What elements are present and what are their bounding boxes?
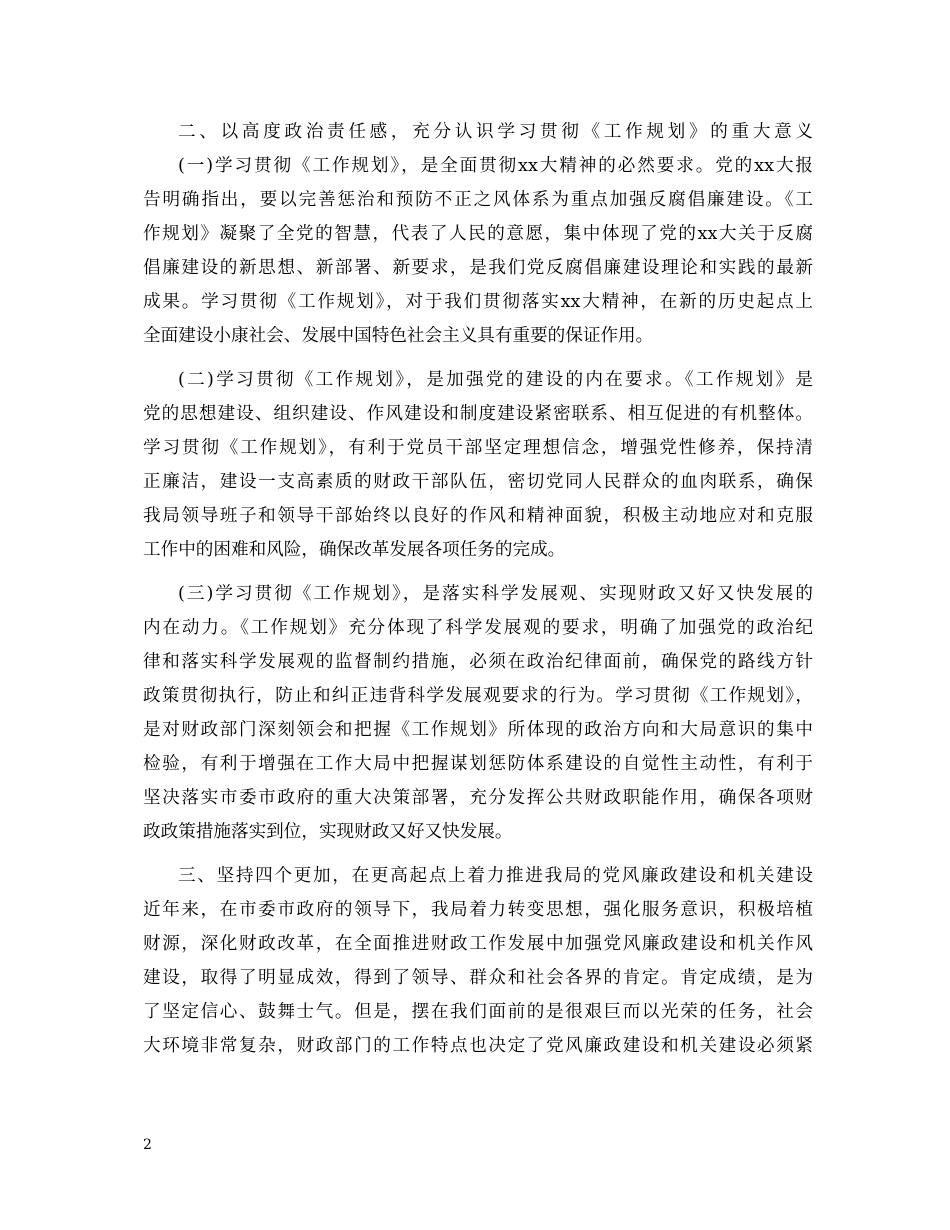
section-heading: 三、坚持四个更加，在更高起点上着力推进我局的党风廉政建设和机关建设 (178, 866, 813, 886)
paragraph-line: 财源，深化财政改革，在全面推进财政工作发展中加强党风廉政建设和机关作风 (143, 934, 813, 954)
paragraph-line: 检验，有利于增强在工作大局中把握谋划惩防体系建设的自觉性主动性，有利于 (143, 754, 813, 774)
paragraph-line: (一)学习贯彻《工作规划》，是全面贯彻xx大精神的必然要求。党的xx大报 (178, 156, 813, 176)
paragraph-line: 全面建设小康社会、发展中国特色社会主义具有重要的保证作用。 (143, 326, 654, 346)
paragraph-line: 近年来，在市委市政府的领导下，我局着力转变思想，强化服务意识，积极培植 (143, 900, 813, 920)
paragraph-line: 学习贯彻《工作规划》，有利于党员干部坚定理想信念，增强党性修养，保持清 (143, 438, 813, 458)
paragraph-line: 工作中的困难和风险，确保改革发展各项任务的完成。 (143, 540, 566, 560)
paragraph-line: (三)学习贯彻《工作规划》，是落实科学发展观、实现财政又好又快发展的 (178, 584, 813, 604)
paragraph-line: 倡廉建设的新思想、新部署、新要求，是我们党反腐倡廉建设理论和实践的最新 (143, 258, 813, 278)
paragraph-line: 作规划》凝聚了全党的智慧，代表了人民的意愿，集中体现了党的xx大关于反腐 (143, 224, 813, 244)
paragraph-line: (二)学习贯彻《工作规划》，是加强党的建设的内在要求。《工作规划》是 (178, 370, 813, 390)
paragraph-line: 正廉洁，建设一支高素质的财政干部队伍，密切党同人民群众的血肉联系，确保 (143, 472, 813, 492)
paragraph-line: 我局领导班子和领导干部始终以良好的作风和精神面貌，积极主动地应对和克服 (143, 506, 813, 526)
paragraph-line: 成果。学习贯彻《工作规划》，对于我们贯彻落实xx大精神，在新的历史起点上 (143, 292, 813, 312)
paragraph-line: 党的思想建设、组织建设、作风建设和制度建设紧密联系、相互促进的有机整体。 (143, 404, 813, 424)
paragraph-line: 是对财政部门深刻领会和把握《工作规划》所体现的政治方向和大局意识的集中 (143, 720, 813, 740)
paragraph-line: 告明确指出，要以完善惩治和预防不正之风体系为重点加强反腐倡廉建设。《工 (143, 190, 813, 210)
paragraph-line: 政策贯彻执行，防止和纠正违背科学发展观要求的行为。学习贯彻《工作规划》， (143, 686, 813, 706)
section-heading: 二、以高度政治责任感，充分认识学习贯彻《工作规划》的重大意义 (178, 122, 813, 142)
paragraph-line: 内在动力。《工作规划》充分体现了科学发展观的要求，明确了加强党的政治纪 (143, 618, 813, 638)
paragraph-line: 大环境非常复杂，财政部门的工作特点也决定了党风廉政建设和机关建设必须紧 (143, 1036, 813, 1056)
paragraph-line: 律和落实科学发展观的监督制约措施，必须在政治纪律面前，确保党的路线方针 (143, 652, 813, 672)
paragraph-line: 建设，取得了明显成效，得到了领导、群众和社会各界的肯定。肯定成绩，是为 (143, 968, 813, 988)
paragraph-line: 政政策措施落实到位，实现财政又好又快发展。 (143, 822, 513, 842)
page-number: 2 (143, 1137, 152, 1153)
paragraph-line: 了坚定信心、鼓舞士气。但是，摆在我们面前的是很艰巨而以光荣的任务，社会 (143, 1002, 813, 1022)
paragraph-line: 坚决落实市委市政府的重大决策部署，充分发挥公共财政职能作用，确保各项财 (143, 788, 813, 808)
